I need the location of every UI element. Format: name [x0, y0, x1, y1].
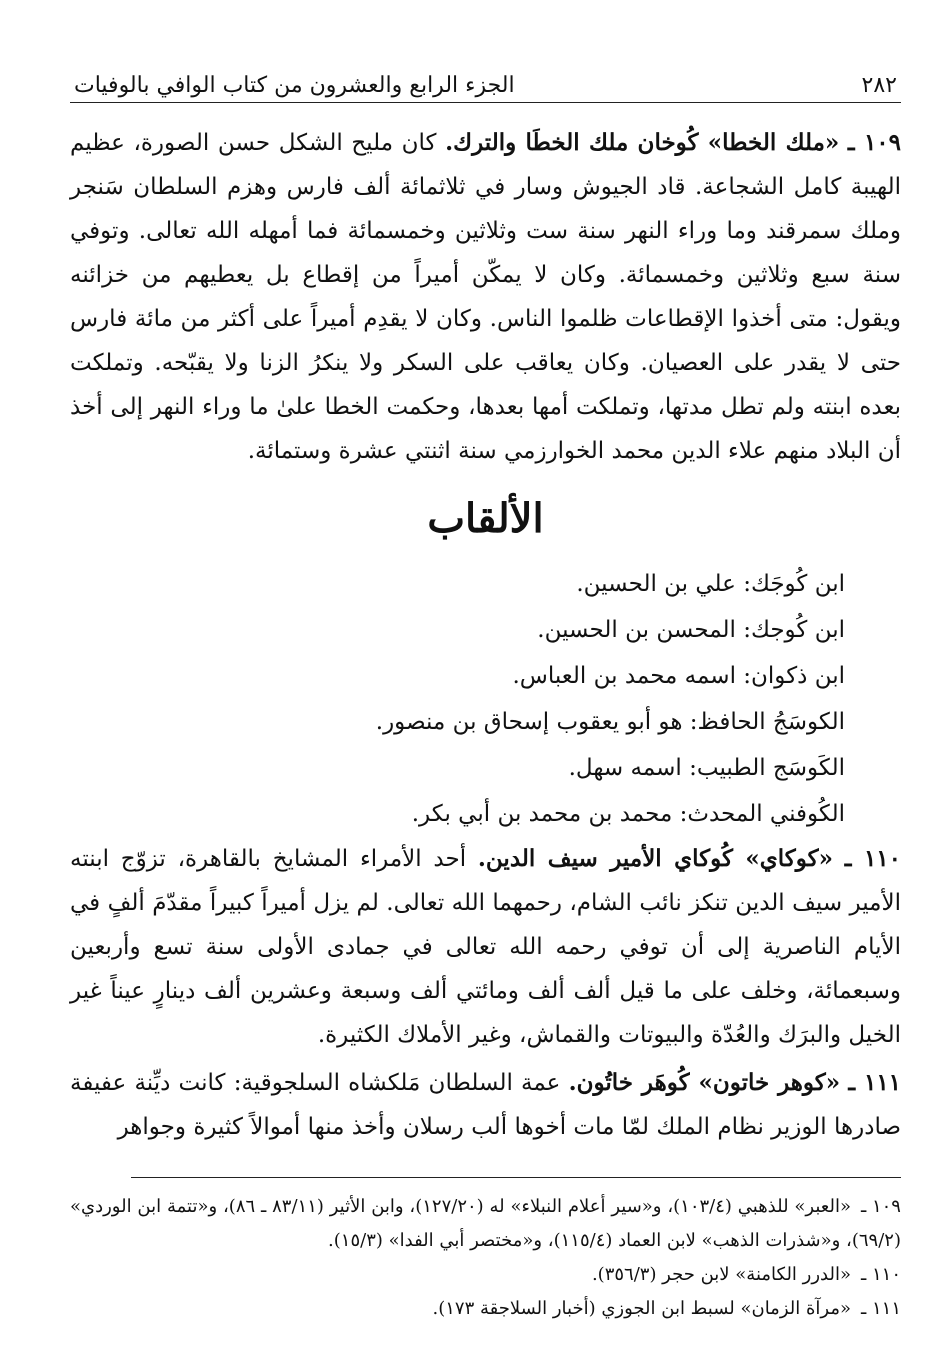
laqab-item: ابن كُوجَك: علي بن الحسين. [576, 571, 845, 597]
laqab-item: الكوسَجُ الحافظ: هو أبو يعقوب إسحاق بن منصور. [375, 709, 845, 735]
footnote-text: «العبر» للذهبي (١٠٣/٤)، و«سير أعلام النبلاء» له (١٢٧/٢٠)، وابن الأثير (٨٣/١١ ـ ٨٦)، و«تتمة ابن الوردي» (٦٩/٢)، و«شذرات الذهب» لابن العماد (١١٥/٤)، و«مختصر أبي الفدا» (١٥/٣). [70, 1196, 901, 1251]
footnotes [70, 1190, 901, 1326]
entry-number: ١٠٩ ـ [847, 129, 902, 156]
entry-number: ١١١ ـ [848, 1069, 902, 1096]
footnote-text: «مرآة الزمان» لسبط ابن الجوزي (أخبار السلاجقة ١٧٣). [432, 1298, 851, 1319]
section-title: الألقاب [427, 495, 544, 542]
laqab-item: ابن ذكوان: اسمه محمد بن العباس. [512, 663, 845, 689]
entry-110 [70, 837, 901, 1057]
laqab-item: الكُوفني المحدث: محمد بن محمد بن أبي بكر. [411, 801, 845, 827]
entry-heading: «ملك الخطا» كُوخان ملك الخطَا والترك. [445, 129, 840, 156]
entry-heading: «كوهر خاتون» كُوهَر خاتُون. [568, 1069, 841, 1096]
footnote [70, 1258, 901, 1292]
entry-109 [70, 121, 901, 473]
footnote [70, 1292, 901, 1326]
footnote-number: ١١١ ـ [860, 1298, 901, 1319]
entry-text: عمة السلطان مَلكشاه السلجوقية: كانت ديِّنة عفيفة صادرها الوزير نظام الملك لمّا مات أخوها ألب رسلان وأخذ منها أموالاً كثيرة وجواهر [70, 1070, 901, 1140]
footnote-text: «الدرر الكامنة» لابن حجر (٣٥٦/٣). [591, 1264, 851, 1285]
alqab-list [70, 561, 901, 837]
entry-number: ١١٠ ـ [844, 845, 902, 872]
entry-111 [70, 1061, 901, 1149]
laqab-item: الكَوسَج الطبيب: اسمه سهل. [568, 755, 845, 781]
footnote-number: ١١٠ ـ [860, 1264, 901, 1285]
running-title: الجزء الرابع والعشرون من كتاب الوافي بالوفيات [74, 73, 515, 98]
footnote-divider [131, 1177, 901, 1178]
entry-text: أحد الأمراء المشايخ بالقاهرة، تزوّج ابنته الأمير سيف الدين تنكز نائب الشام، رحمهما الله تعالى. لم يزل أميراً كبيراً مقدّمَ ألفٍ في الأيام الناصرية إلى أن توفي رحمه الله تعالى في جمادى الأولى سنة تسع وأربعين وسبعمائة، وخلف على ما قيل ألف ألف ومائتي ألف وسبعة وعشرين ألف دينارٍ عيناً غير الخيل والبرَك والعُدّة والبيوتات والقماش، وغير الأملاك الكثيرة. [70, 846, 901, 1048]
footnote [70, 1190, 901, 1258]
page-number: ٢٨٢ [861, 73, 897, 98]
footnote-number: ١٠٩ ـ [860, 1196, 901, 1217]
laqab-item: ابن كُوجك: المحسن بن الحسين. [537, 617, 845, 643]
entry-text: كان مليح الشكل حسن الصورة، عظيم الهيبة كامل الشجاعة. قاد الجيوش وسار في ثلاثمائة ألف فارس وهزم السلطان سَنجر وملك سمرقند وما وراء النهر سنة ست وثلاثين وخمسمائة فما أمهله الله تعالى. وتوفي سنة سبع وثلاثين وخمسمائة. وكان لا يمكّن أميراً من إقطاع بل يعطيهم من خزائنه ويقول: متى أخذوا الإقطاعات ظلموا الناس. وكان لا يقدِم أميراً على أكثر من مائة فارس حتى لا يقدر على العصيان. وكان يعاقب على السكر ولا ينكرُ الزنا ولا يقبّحه. وتملكت بعده ابنته ولم تطل مدتها، وتملكت أمها بعدها، وحكمت الخطا علىٰ ما وراء النهر إلى أخذ أن البلاد منهم علاء الدين محمد الخوارزمي سنة اثنتي عشرة وستمائة. [70, 130, 901, 464]
entry-heading: «كوكاي» كُوكاي الأمير سيف الدين. [477, 845, 833, 872]
page-header [70, 60, 901, 103]
